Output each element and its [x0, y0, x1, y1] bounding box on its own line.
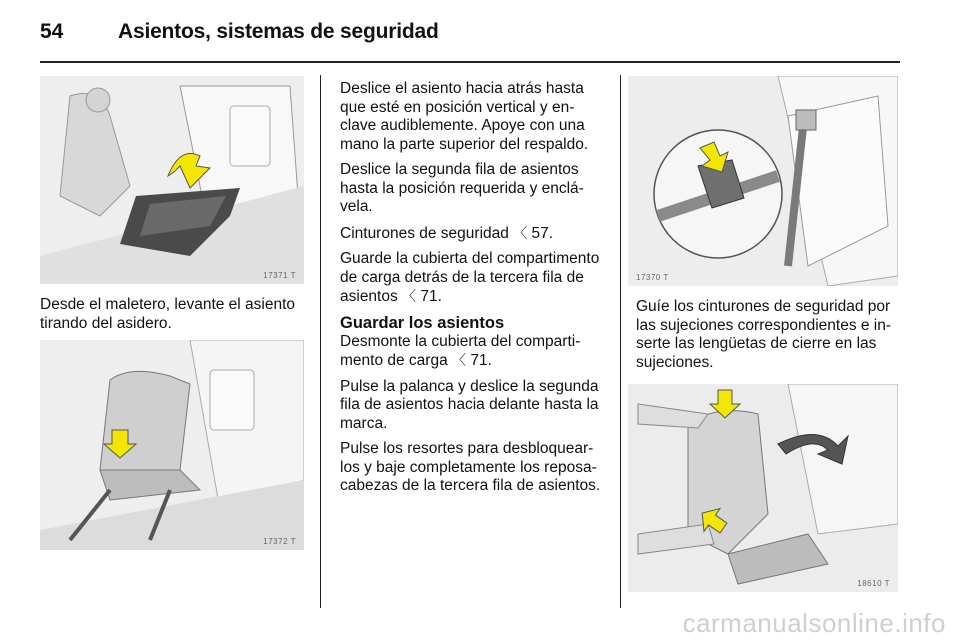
caption-text: Guíe los cinturones de seguridad por las sujeciones correspondientes e in- serte las lengüetas de cierre en las sujeciones. — [636, 298, 892, 371]
paragraph: Deslice el asiento hacia atrás hasta que esté en posición vertical y en- clave audiblemente. Apoye con una mano la parte superior del respaldo. — [340, 80, 589, 153]
section-title: Asientos, sistemas de seguridad — [118, 20, 439, 43]
figure-code: 17371 T — [263, 271, 296, 280]
paragraph — [340, 333, 608, 371]
figure-code: 17372 T — [263, 537, 296, 546]
paragraph: Pulse la palanca y deslice la segunda fila de asientos hacia delante hasta la marca. — [340, 377, 599, 432]
caption-seat-belt-holders — [636, 298, 904, 379]
paragraph: Pulse los resortes para desbloquear- los y baje completamente los reposa- cabezas de la tercera fila de asientos. — [340, 440, 601, 494]
cross-reference-icon: 〈 — [513, 224, 528, 241]
page-number: 54 — [40, 20, 64, 43]
figure-code: 18610 T — [857, 579, 890, 588]
header-rule — [40, 61, 900, 63]
subsection-heading: Guardar los asientos — [340, 313, 505, 332]
page-reference[interactable]: 57. — [531, 224, 554, 242]
column-divider-right — [620, 75, 621, 608]
figure-fold-seat — [40, 340, 304, 550]
caption-text: Desde el maletero, levante el asiento tirando del asidero. — [40, 296, 296, 332]
cross-reference-icon: 〈 — [452, 352, 467, 368]
page-header — [40, 14, 900, 60]
caption-lift-seat — [40, 296, 310, 340]
paragraph — [340, 224, 608, 244]
paragraph: Deslice la segunda fila de asientos hasta la posición requerida y enclá- vela. — [340, 161, 584, 215]
column-divider-left — [320, 75, 321, 608]
figure-lift-seat — [40, 76, 304, 284]
paragraph-text: Cinturones de seguridad — [340, 224, 514, 242]
column-2-text — [340, 80, 608, 503]
cross-reference-icon: 〈 — [402, 288, 417, 304]
page-reference[interactable]: 71. — [420, 288, 442, 305]
figure-lower-headrest — [628, 384, 898, 592]
figure-seat-belt-holders — [628, 76, 898, 286]
paragraph-text: Desmonte la cubierta del comparti- mento de carga — [340, 332, 581, 369]
paragraph-text: Guarde la cubierta del compartimento de carga detrás de la tercera fila de asientos — [340, 250, 600, 305]
figure-code: 17370 T — [636, 273, 669, 282]
watermark: carmanualsonline.info — [682, 608, 946, 638]
paragraph — [340, 250, 608, 307]
page-reference[interactable]: 71. — [470, 352, 492, 369]
